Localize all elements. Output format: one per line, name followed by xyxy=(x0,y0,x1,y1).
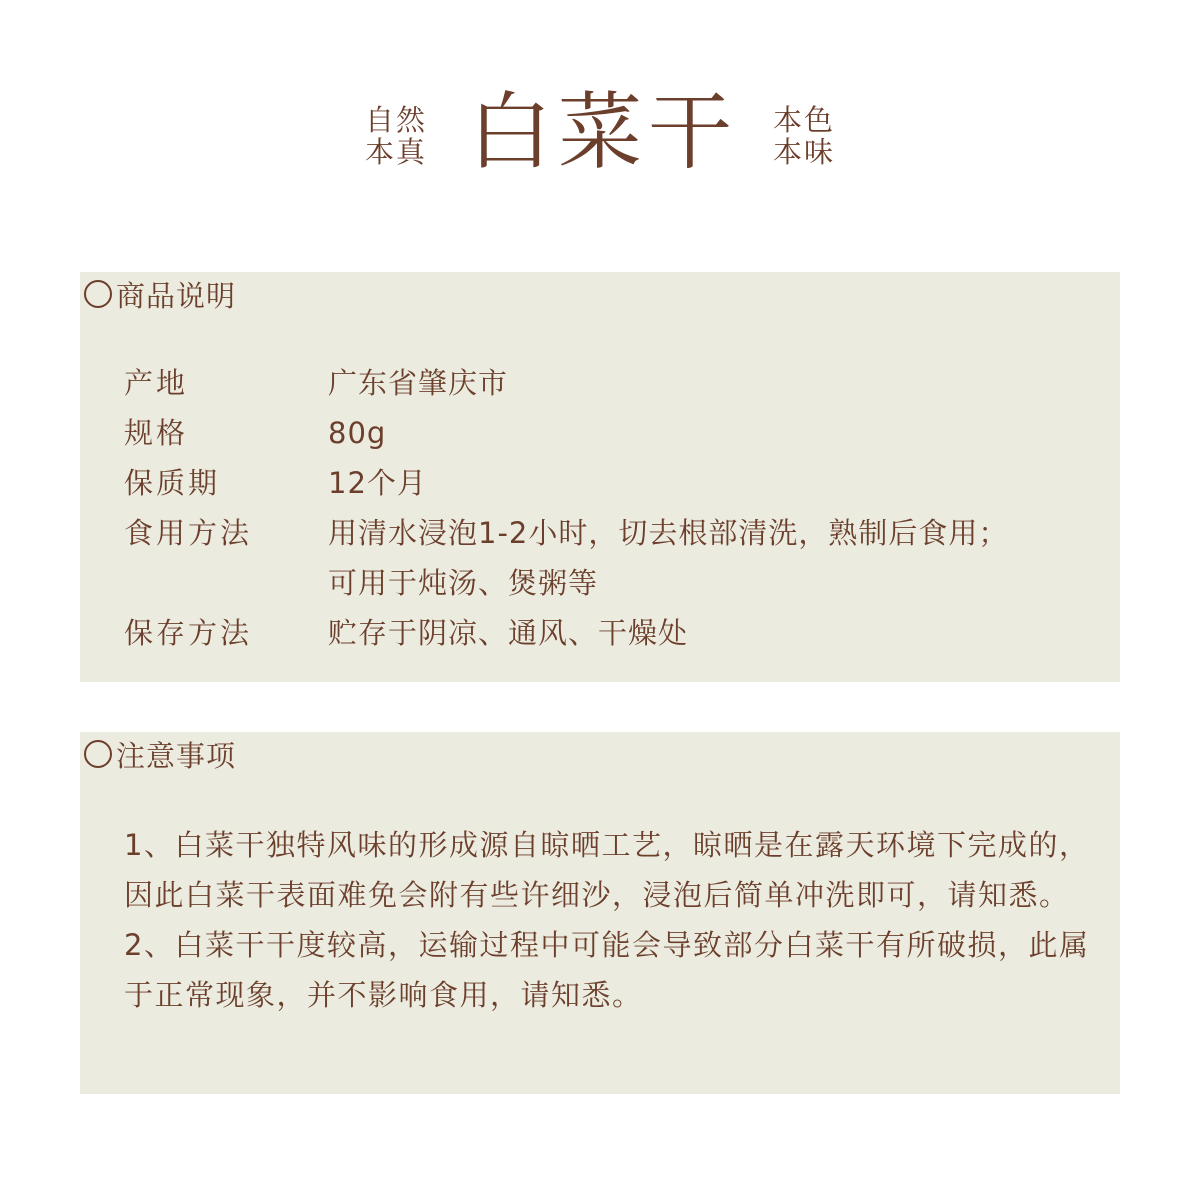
slogan-right-line1: 本色 xyxy=(773,103,836,137)
note-item: 1、白菜干独特风味的形成源自晾晒工艺，晾晒是在露天环境下完成的，因此白菜干表面难免会附有些许细沙，浸泡后简单冲洗即可，请知悉。 xyxy=(124,828,1090,912)
spec-row-size xyxy=(124,408,1104,458)
circle-outline-icon xyxy=(84,740,112,768)
spec-value: 80g xyxy=(328,416,387,450)
spec-table xyxy=(124,358,1104,658)
spec-label: 食用方法 xyxy=(124,516,253,550)
notes-heading xyxy=(84,734,236,774)
notes-list xyxy=(124,820,1090,1020)
slogan-right xyxy=(773,104,835,168)
spec-row-origin xyxy=(124,358,1104,408)
circle-outline-icon xyxy=(84,280,112,308)
spec-label: 规格 xyxy=(124,416,189,450)
notes-heading-label: 注意事项 xyxy=(116,738,237,773)
product-info-heading xyxy=(84,274,236,314)
product-info-panel xyxy=(80,272,1120,682)
slogan-left-line1: 自然 xyxy=(365,103,428,137)
spec-value: 广东省肇庆市 xyxy=(328,366,509,400)
spec-label: 产地 xyxy=(124,366,189,400)
spec-row-shelf-life xyxy=(124,458,1104,508)
spec-row-usage xyxy=(124,508,1104,608)
product-title: 白菜干 xyxy=(468,83,739,181)
spec-value: 用清水浸泡1-2小时，切去根部清洗，熟制后食用； 可用于炖汤、煲粥等 xyxy=(328,516,1009,600)
spec-label: 保存方法 xyxy=(124,616,253,650)
spec-row-storage xyxy=(124,608,1104,658)
notes-panel xyxy=(80,732,1120,1094)
spec-label: 保质期 xyxy=(124,466,221,500)
note-item: 2、白菜干干度较高，运输过程中可能会导致部分白菜干有所破损，此属于正常现象，并不影响食用，请知悉。 xyxy=(124,928,1090,1012)
slogan-left-line2: 本真 xyxy=(365,135,428,169)
spec-value: 12个月 xyxy=(328,466,427,500)
slogan-left xyxy=(365,104,427,168)
page-header xyxy=(0,83,1200,190)
spec-value: 贮存于阴凉、通风、干燥处 xyxy=(328,616,689,650)
slogan-right-line2: 本味 xyxy=(773,135,836,169)
product-info-heading-label: 商品说明 xyxy=(116,278,237,313)
